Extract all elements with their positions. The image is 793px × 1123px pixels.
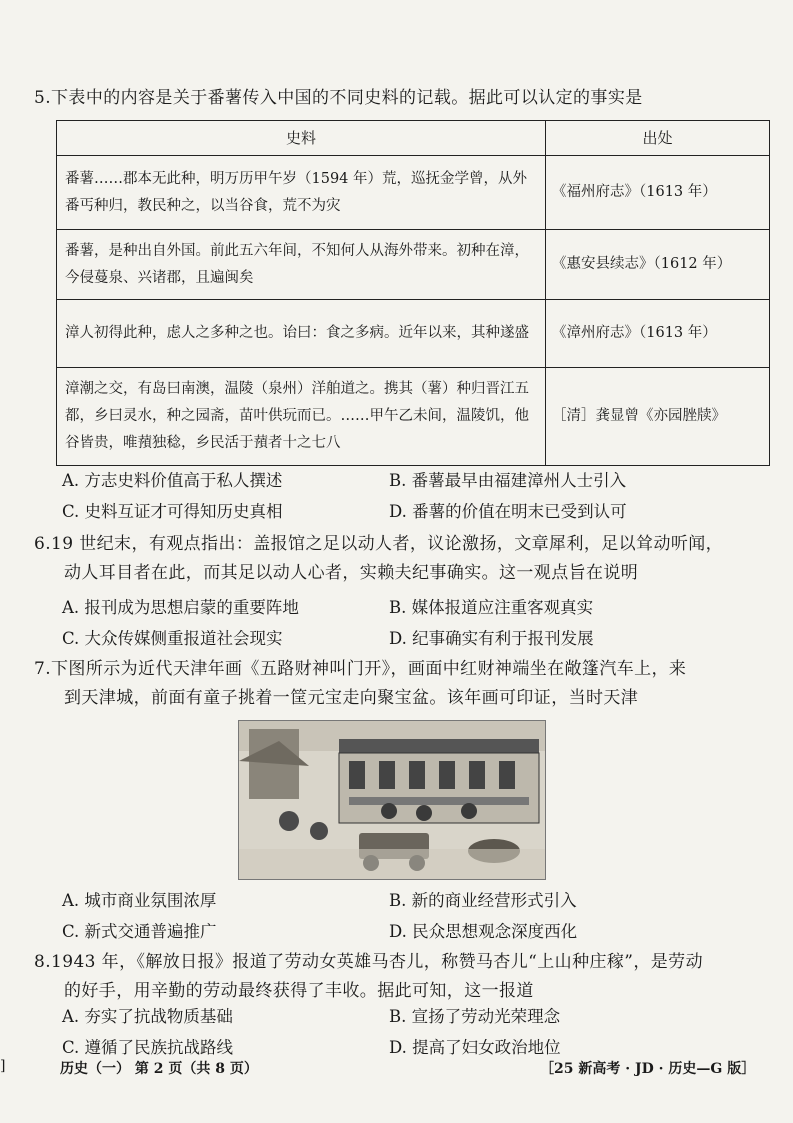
q7-stem-line1: 7.下图所示为近代天津年画《五路财神叫门开》，画面中红财神端坐在敞篷汽车上，来 — [34, 659, 687, 679]
page-edge-mark: ] — [0, 1058, 6, 1074]
row-2-text: 番薯，是种出自外国。前此五六年间，不知何人从海外带来。初种在漳，今侵蔓泉、兴诸郡，且遍闽矣 — [57, 230, 546, 300]
row-3-text: 漳人初得此种，虑人之多种之也。诒曰：食之多病。近年以来，其种遂盛 — [57, 300, 546, 368]
q8-option-a[interactable]: A. 夯实了抗战物质基础 — [62, 1007, 233, 1026]
q5-stem-text: 5.下表中的内容是关于番薯传入中国的不同史料的记载。据此可以认定的事实是 — [34, 88, 643, 108]
q8-option-d[interactable]: D. 提高了妇女政治地位 — [389, 1038, 561, 1057]
q6-stem-line1: 6.19 世纪末，有观点指出：盖报馆之足以动人者，议论激扬，文章犀利，足以耸动听闻， — [34, 534, 724, 554]
row-1-text: 番薯……郡本无此种，明万历甲午岁（1594 年）荒，巡抚金学曾，从外番丐种归，教民种之，以当谷食，荒不为灾 — [57, 156, 546, 230]
row-2-source: 《惠安县续志》（1612 年） — [546, 230, 770, 300]
q6-options — [62, 594, 762, 656]
painting-illustration — [239, 721, 545, 879]
q7-stem-line2: 到天津城，前面有童子挑着一筐元宝走向聚宝盆。该年画可印证，当时天津 — [64, 688, 639, 708]
table-header-row — [57, 121, 770, 156]
q5-option-b[interactable]: B. 番薯最早由福建漳州人士引入 — [389, 471, 627, 490]
new-year-painting-image — [238, 720, 546, 880]
row-4-text: 漳潮之交，有岛曰南澳，温陵（泉州）洋舶道之。携其（薯）种归晋江五都，乡曰灵水，种之园斋，苗叶供玩而已。……甲午乙未间，温陵饥，他谷皆贵，唯蕷独稔，乡民活于蕷者十之七八 — [57, 368, 546, 466]
q5-option-a[interactable]: A. 方志史料价值高于私人撰述 — [62, 471, 283, 490]
q5-option-d[interactable]: D. 番薯的价值在明末已受到认可 — [389, 502, 627, 521]
q7-option-a[interactable]: A. 城市商业氛围浓厚 — [62, 891, 217, 910]
q7-option-d[interactable]: D. 民众思想观念深度西化 — [389, 922, 578, 941]
q6-stem — [34, 530, 764, 588]
q6-stem-line2: 动人耳目者在此，而其足以动人心者，实赖夫纪事确实。这一观点旨在说明 — [64, 563, 639, 583]
q6-option-d[interactable]: D. 纪事确实有利于报刊发展 — [389, 629, 594, 648]
q7-option-b[interactable]: B. 新的商业经营形式引入 — [389, 891, 577, 910]
q7-option-c[interactable]: C. 新式交通普遍推广 — [62, 922, 217, 941]
q5-option-c[interactable]: C. 史料互证才可得知历史真相 — [62, 502, 283, 521]
q5-stem — [34, 84, 764, 113]
header-origin: 出处 — [546, 121, 770, 156]
table-row — [57, 156, 770, 230]
q7-stem — [34, 655, 764, 713]
q5-options — [62, 467, 762, 529]
q8-option-b[interactable]: B. 宣扬了劳动光荣理念 — [389, 1007, 561, 1026]
q7-options — [62, 887, 762, 949]
footer-page-info: 历史（一） 第 2 页（共 8 页） — [60, 1061, 258, 1077]
q8-option-c[interactable]: C. 遵循了民族抗战路线 — [62, 1038, 234, 1057]
table-row — [57, 300, 770, 368]
header-source-text: 史料 — [57, 121, 546, 156]
q6-option-a[interactable]: A. 报刊成为思想启蒙的重要阵地 — [62, 598, 299, 617]
q6-option-c[interactable]: C. 大众传媒侧重报道社会现实 — [62, 629, 283, 648]
q8-options — [62, 1003, 762, 1065]
footer-edition: ［25 新高考 · JD · 历史—G 版］ — [540, 1061, 756, 1077]
q8-stem-line2: 的好手，用辛勤的劳动最终获得了丰收。据此可知，这一报道 — [64, 981, 534, 1001]
row-1-source: 《福州府志》（1613 年） — [546, 156, 770, 230]
q8-stem — [34, 948, 764, 1006]
q5-source-table — [56, 120, 770, 466]
q8-stem-line1: 8.1943 年，《解放日报》报道了劳动女英雄马杏儿，称赞马杏儿“上山种庄稼”，是劳动 — [34, 952, 703, 972]
q6-option-b[interactable]: B. 媒体报道应注重客观真实 — [389, 598, 594, 617]
row-4-source: ［清］龚显曾《亦园脞牍》 — [546, 368, 770, 466]
table-row — [57, 368, 770, 466]
table-row — [57, 230, 770, 300]
row-3-source: 《漳州府志》（1613 年） — [546, 300, 770, 368]
